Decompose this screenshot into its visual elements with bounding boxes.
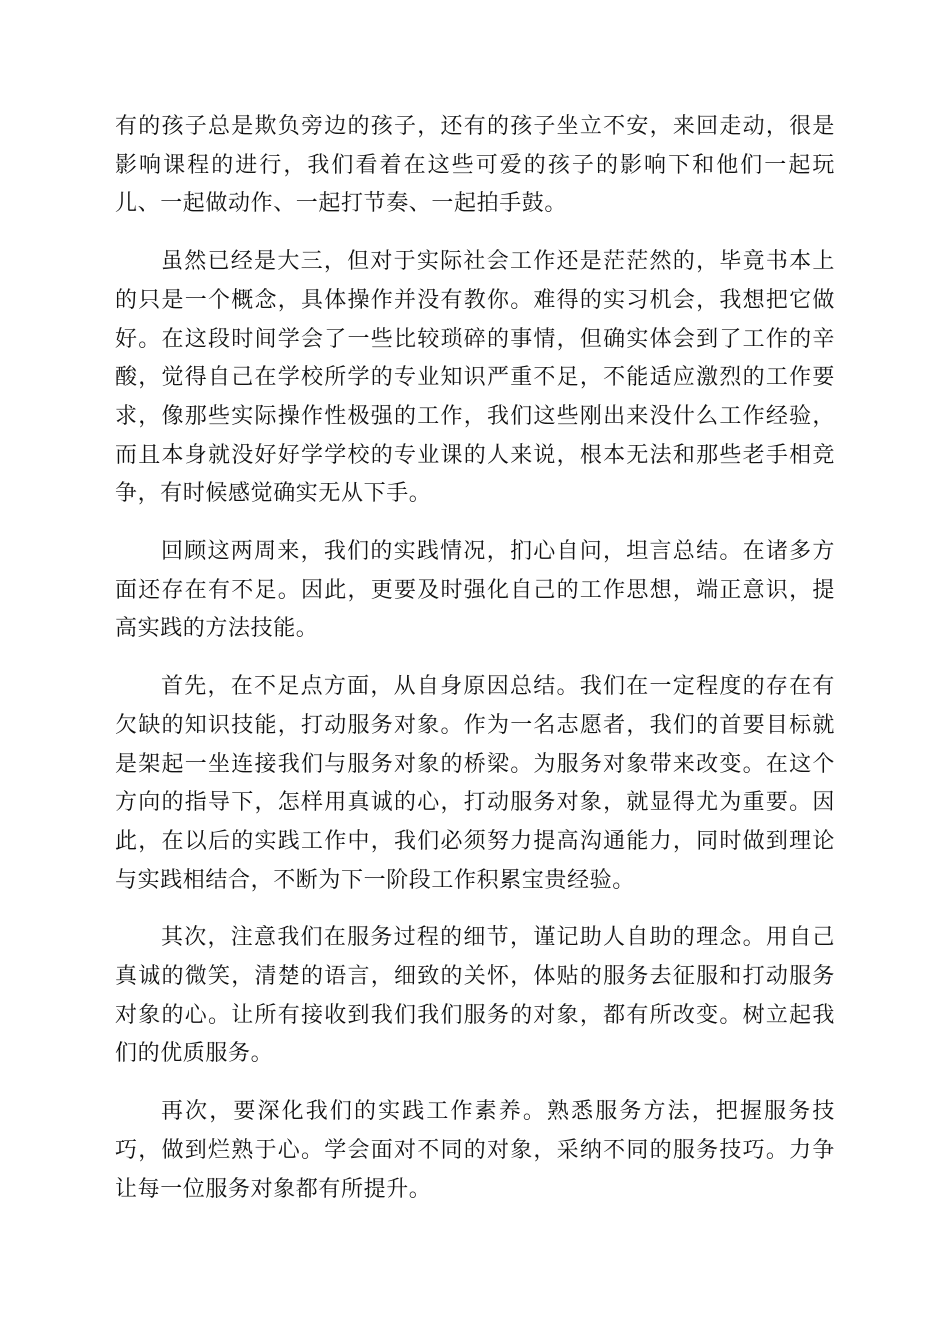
paragraph-2: 虽然已经是大三，但对于实际社会工作还是茫茫然的，毕竟书本上的只是一个概念，具体操作并没有教你。难得的实习机会，我想把它做好。在这段时间学会了一些比较琐碎的事情，但确实体会到了工作的辛酸，觉得自己在学校所学的专业知识严重不足，不能适应激烈的工作要求，像那些实际操作性极强的工作，我们这些刚出来没什么工作经验，而且本身就没好好学学校的专业课的人来说，根本无法和那些老手相竞争，有时候感觉确实无从下手。 bbox=[115, 249, 835, 507]
document-body bbox=[115, 108, 835, 1228]
paragraph-3: 回顾这两周来，我们的实践情况，扪心自问，坦言总结。在诸多方面还存在有不足。因此，更要及时强化自己的工作思想，端正意识，提高实践的方法技能。 bbox=[115, 539, 835, 642]
paragraph-5: 其次，注意我们在服务过程的细节，谨记助人自助的理念。用自己真诚的微笑，清楚的语言，细致的关怀，体贴的服务去征服和打动服务对象的心。让所有接收到我们我们服务的对象，都有所改变。树立起我们的优质服务。 bbox=[115, 925, 835, 1067]
paragraph-4: 首先，在不足点方面，从自身原因总结。我们在一定程度的存在有欠缺的知识技能，打动服务对象。作为一名志愿者，我们的首要目标就是架起一坐连接我们与服务对象的桥梁。为服务对象带来改变。在这个方向的指导下，怎样用真诚的心，打动服务对象，就显得尤为重要。因此，在以后的实践工作中，我们必须努力提高沟通能力，同时做到理论与实践相结合，不断为下一阶段工作积累宝贵经验。 bbox=[115, 674, 835, 893]
paragraph-1: 有的孩子总是欺负旁边的孩子，还有的孩子坐立不安，来回走动，很是影响课程的进行，我们看着在这些可爱的孩子的影响下和他们一起玩儿、一起做动作、一起打节奏、一起拍手鼓。 bbox=[115, 114, 835, 217]
paragraph-6: 再次，要深化我们的实践工作素养。熟悉服务方法，把握服务技巧，做到烂熟于心。学会面对不同的对象，采纳不同的服务技巧。力争让每一位服务对象都有所提升。 bbox=[115, 1099, 835, 1202]
